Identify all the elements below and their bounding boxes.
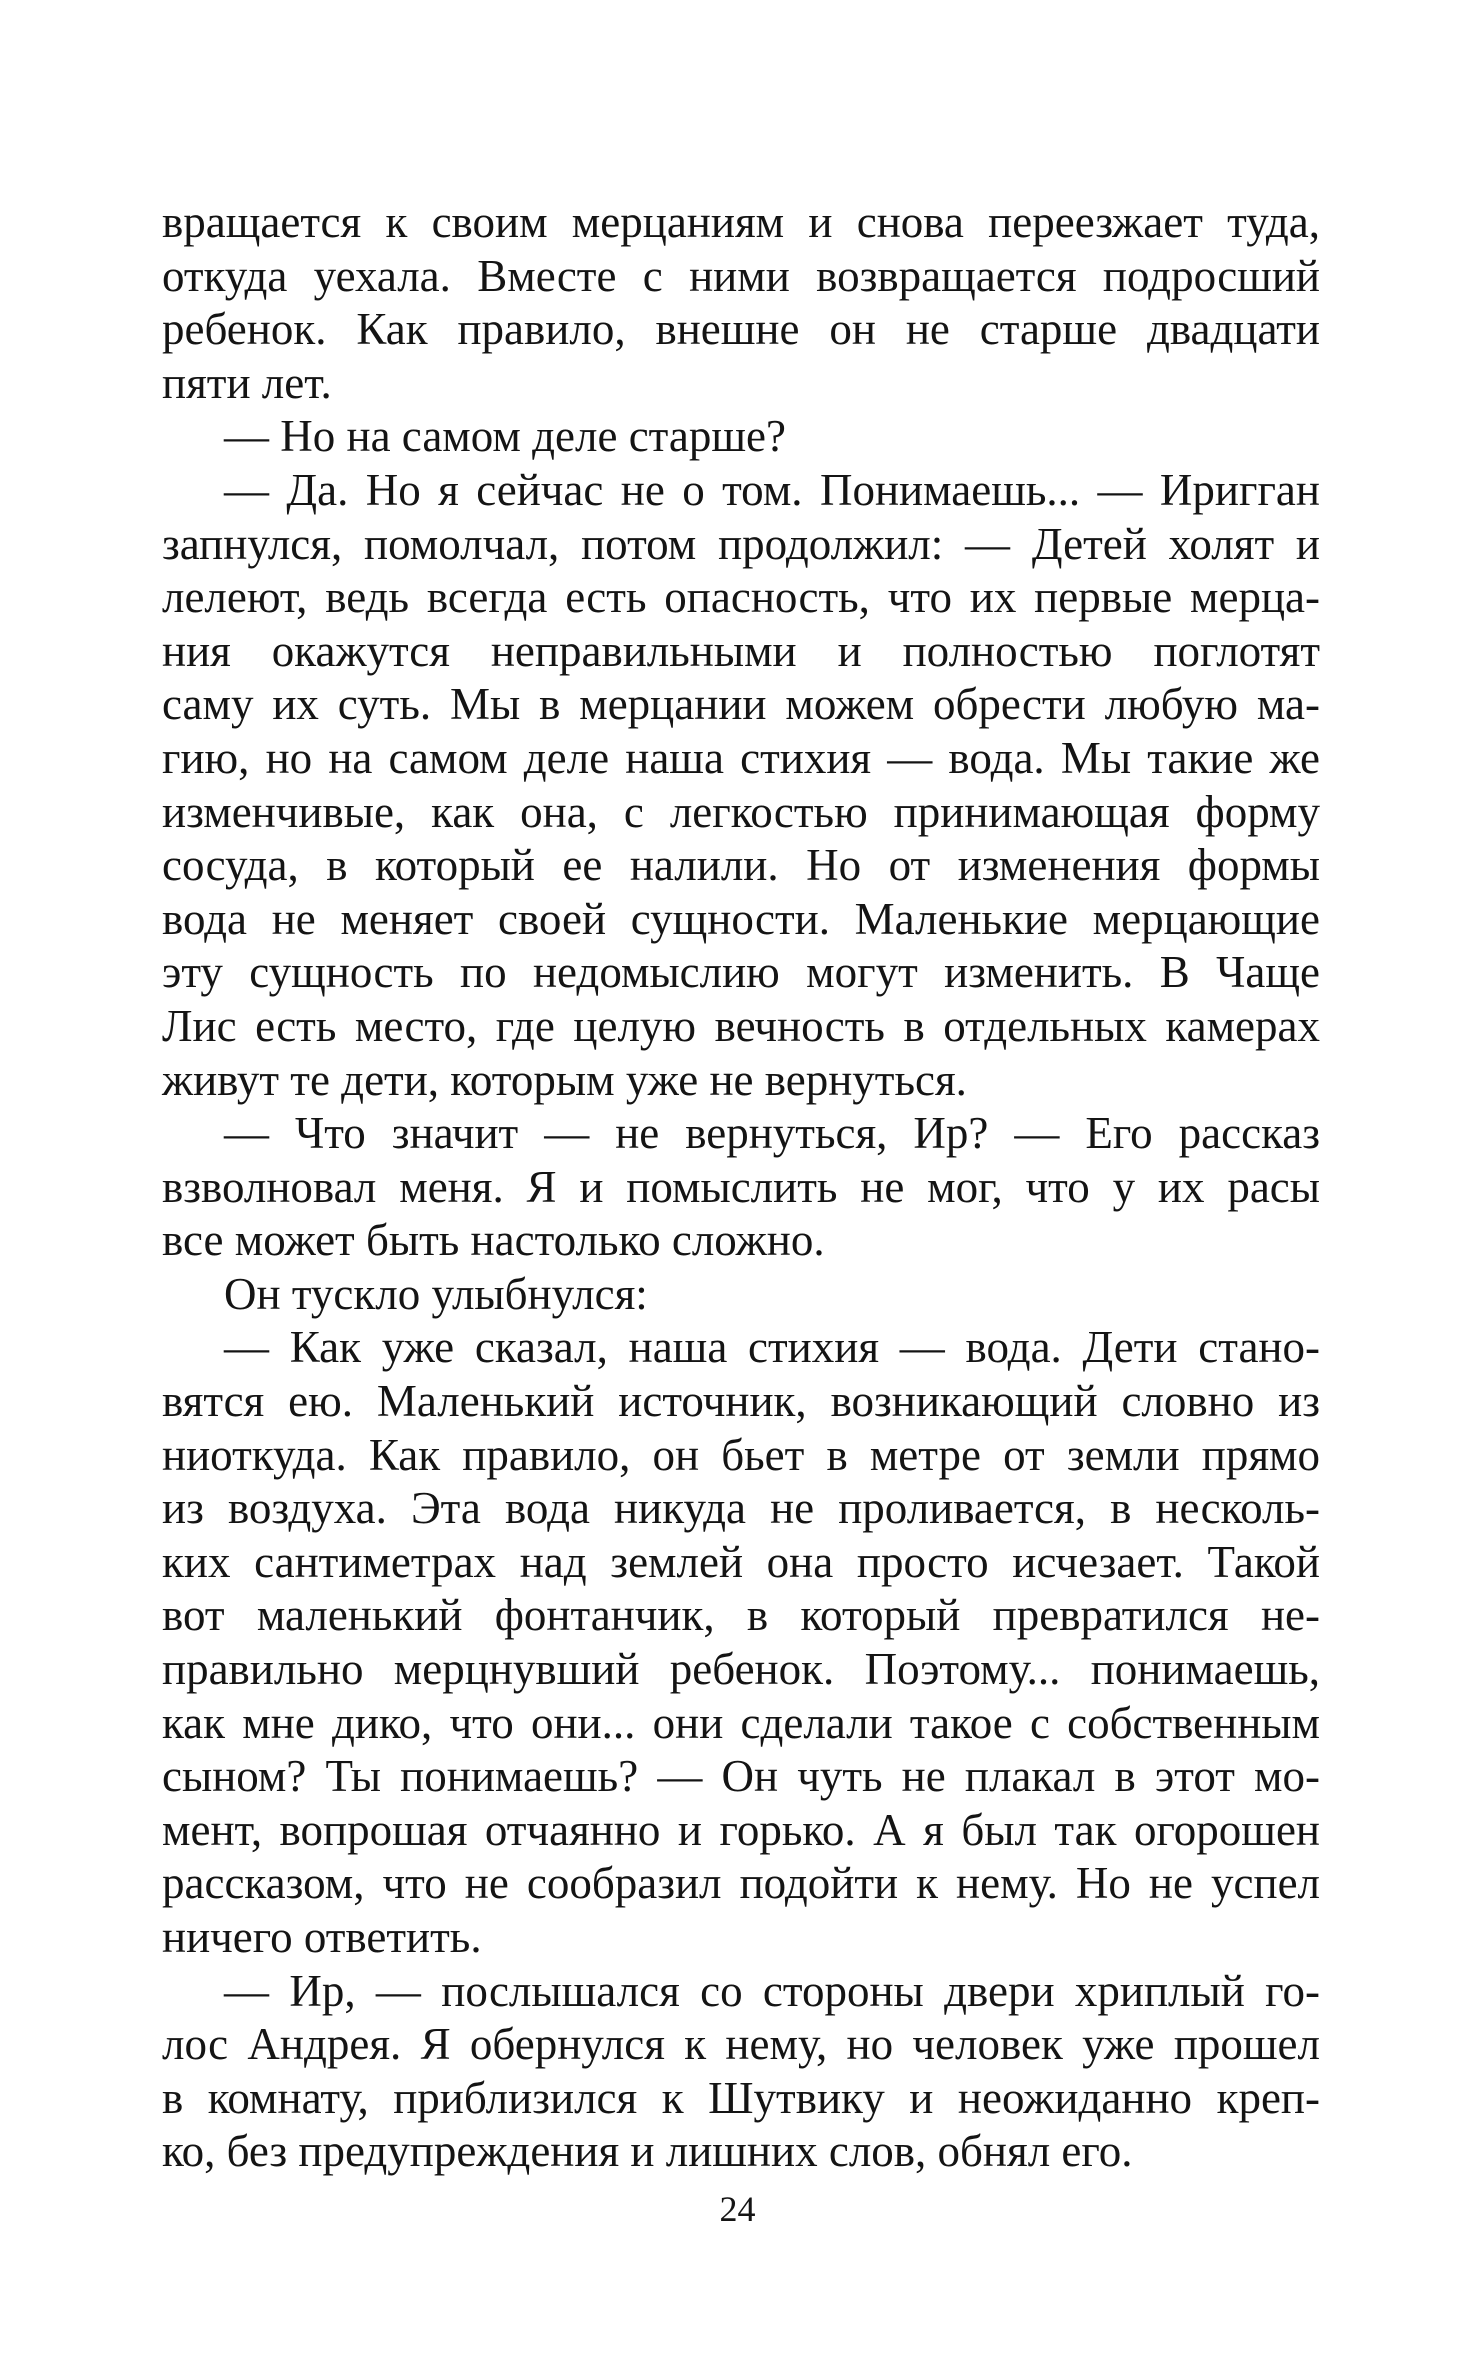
text-line: ких сантиметрах над землей она просто исчезает. Такой [162,1536,1320,1587]
text-line: в комнату, приблизился к Шутвику и неожиданно креп- [162,2072,1320,2123]
text-line: ничего ответить. [162,1912,482,1962]
text-line: мент, вопрошая отчаянно и горько. А я был так огорошен [162,1804,1320,1855]
text-line: ниоткуда. Как правило, он бьет в метре от земли прямо [162,1429,1320,1480]
text-line: рассказом, что не сообразил подойти к нему. Но не успел [162,1858,1320,1909]
text-line: вятся ею. Маленький источник, возникающий словно из [162,1376,1320,1427]
text-line: ния окажутся неправильными и полностью поглотят [162,625,1320,676]
text-line: — Да. Но я сейчас не о том. Понимаешь... — Иригган [224,464,1320,515]
text-line: взволновал меня. Я и помыслить не мог, что у их расы [162,1161,1320,1212]
text-line: пяти лет. [162,357,332,408]
text-line: ко, без предупреждения и лишних слов, обнял его. [162,2126,1133,2177]
text-line: саму их суть. Мы в мерцании можем обрести любую ма- [162,679,1320,730]
text-line: — Как уже сказал, наша стихия — вода. Дети стано- [224,1322,1320,1373]
text-line: изменчивые, как она, с легкостью принимающая форму [162,786,1320,837]
text-line: живут те дети, которым уже не вернуться. [162,1054,967,1105]
text-line: вот маленький фонтанчик, в который превратился не- [162,1590,1320,1641]
text-line: из воздуха. Эта вода никуда не проливается, в несколь- [162,1483,1320,1534]
text-line: правильно мерцнувший ребенок. Поэтому... понимаешь, [162,1644,1320,1695]
text-line: Он тускло улыбнулся: [224,1268,648,1319]
text-line: сыном? Ты понимаешь? — Он чуть не плакал в этот мо- [162,1751,1320,1802]
text-line: — Но на самом деле старше? [224,411,786,462]
text-line: сосуда, в который ее налили. Но от изменения формы [162,840,1320,891]
text-line: ребенок. Как правило, внешне он не старше двадцати [162,304,1320,355]
text-line: как мне дико, что они... они сделали такое с собственным [162,1697,1320,1748]
text-line: все может быть настолько сложно. [162,1215,825,1266]
text-line: запнулся, помолчал, потом продолжил: — Детей холят и [162,518,1320,569]
text-line: откуда уехала. Вместе с ними возвращается подросший [162,250,1320,301]
text-line: Лис есть место, где целую вечность в отдельных камерах [162,1000,1320,1051]
text-line: — Ир, — послышался со стороны двери хриплый го- [224,1965,1320,2016]
text-line: лелеют, ведь всегда есть опасность, что их первые мерца- [162,572,1320,623]
text-line: вращается к своим мерцаниям и снова переезжает туда, [162,197,1320,247]
text-line: гию, но на самом деле наша стихия — вода. Мы такие же [162,732,1320,783]
text-line: — Что значит — не вернуться, Ир? — Его рассказ [224,1108,1320,1159]
text-line: вода не меняет своей сущности. Маленькие мерцающие [162,893,1320,944]
text-line: эту сущность по недомыслию могут изменить. В Чаще [162,947,1320,998]
page-number: 24 [719,2189,756,2229]
text-line: лос Андрея. Я обернулся к нему, но человек уже прошел [162,2019,1320,2070]
body-text [162,196,1320,2179]
